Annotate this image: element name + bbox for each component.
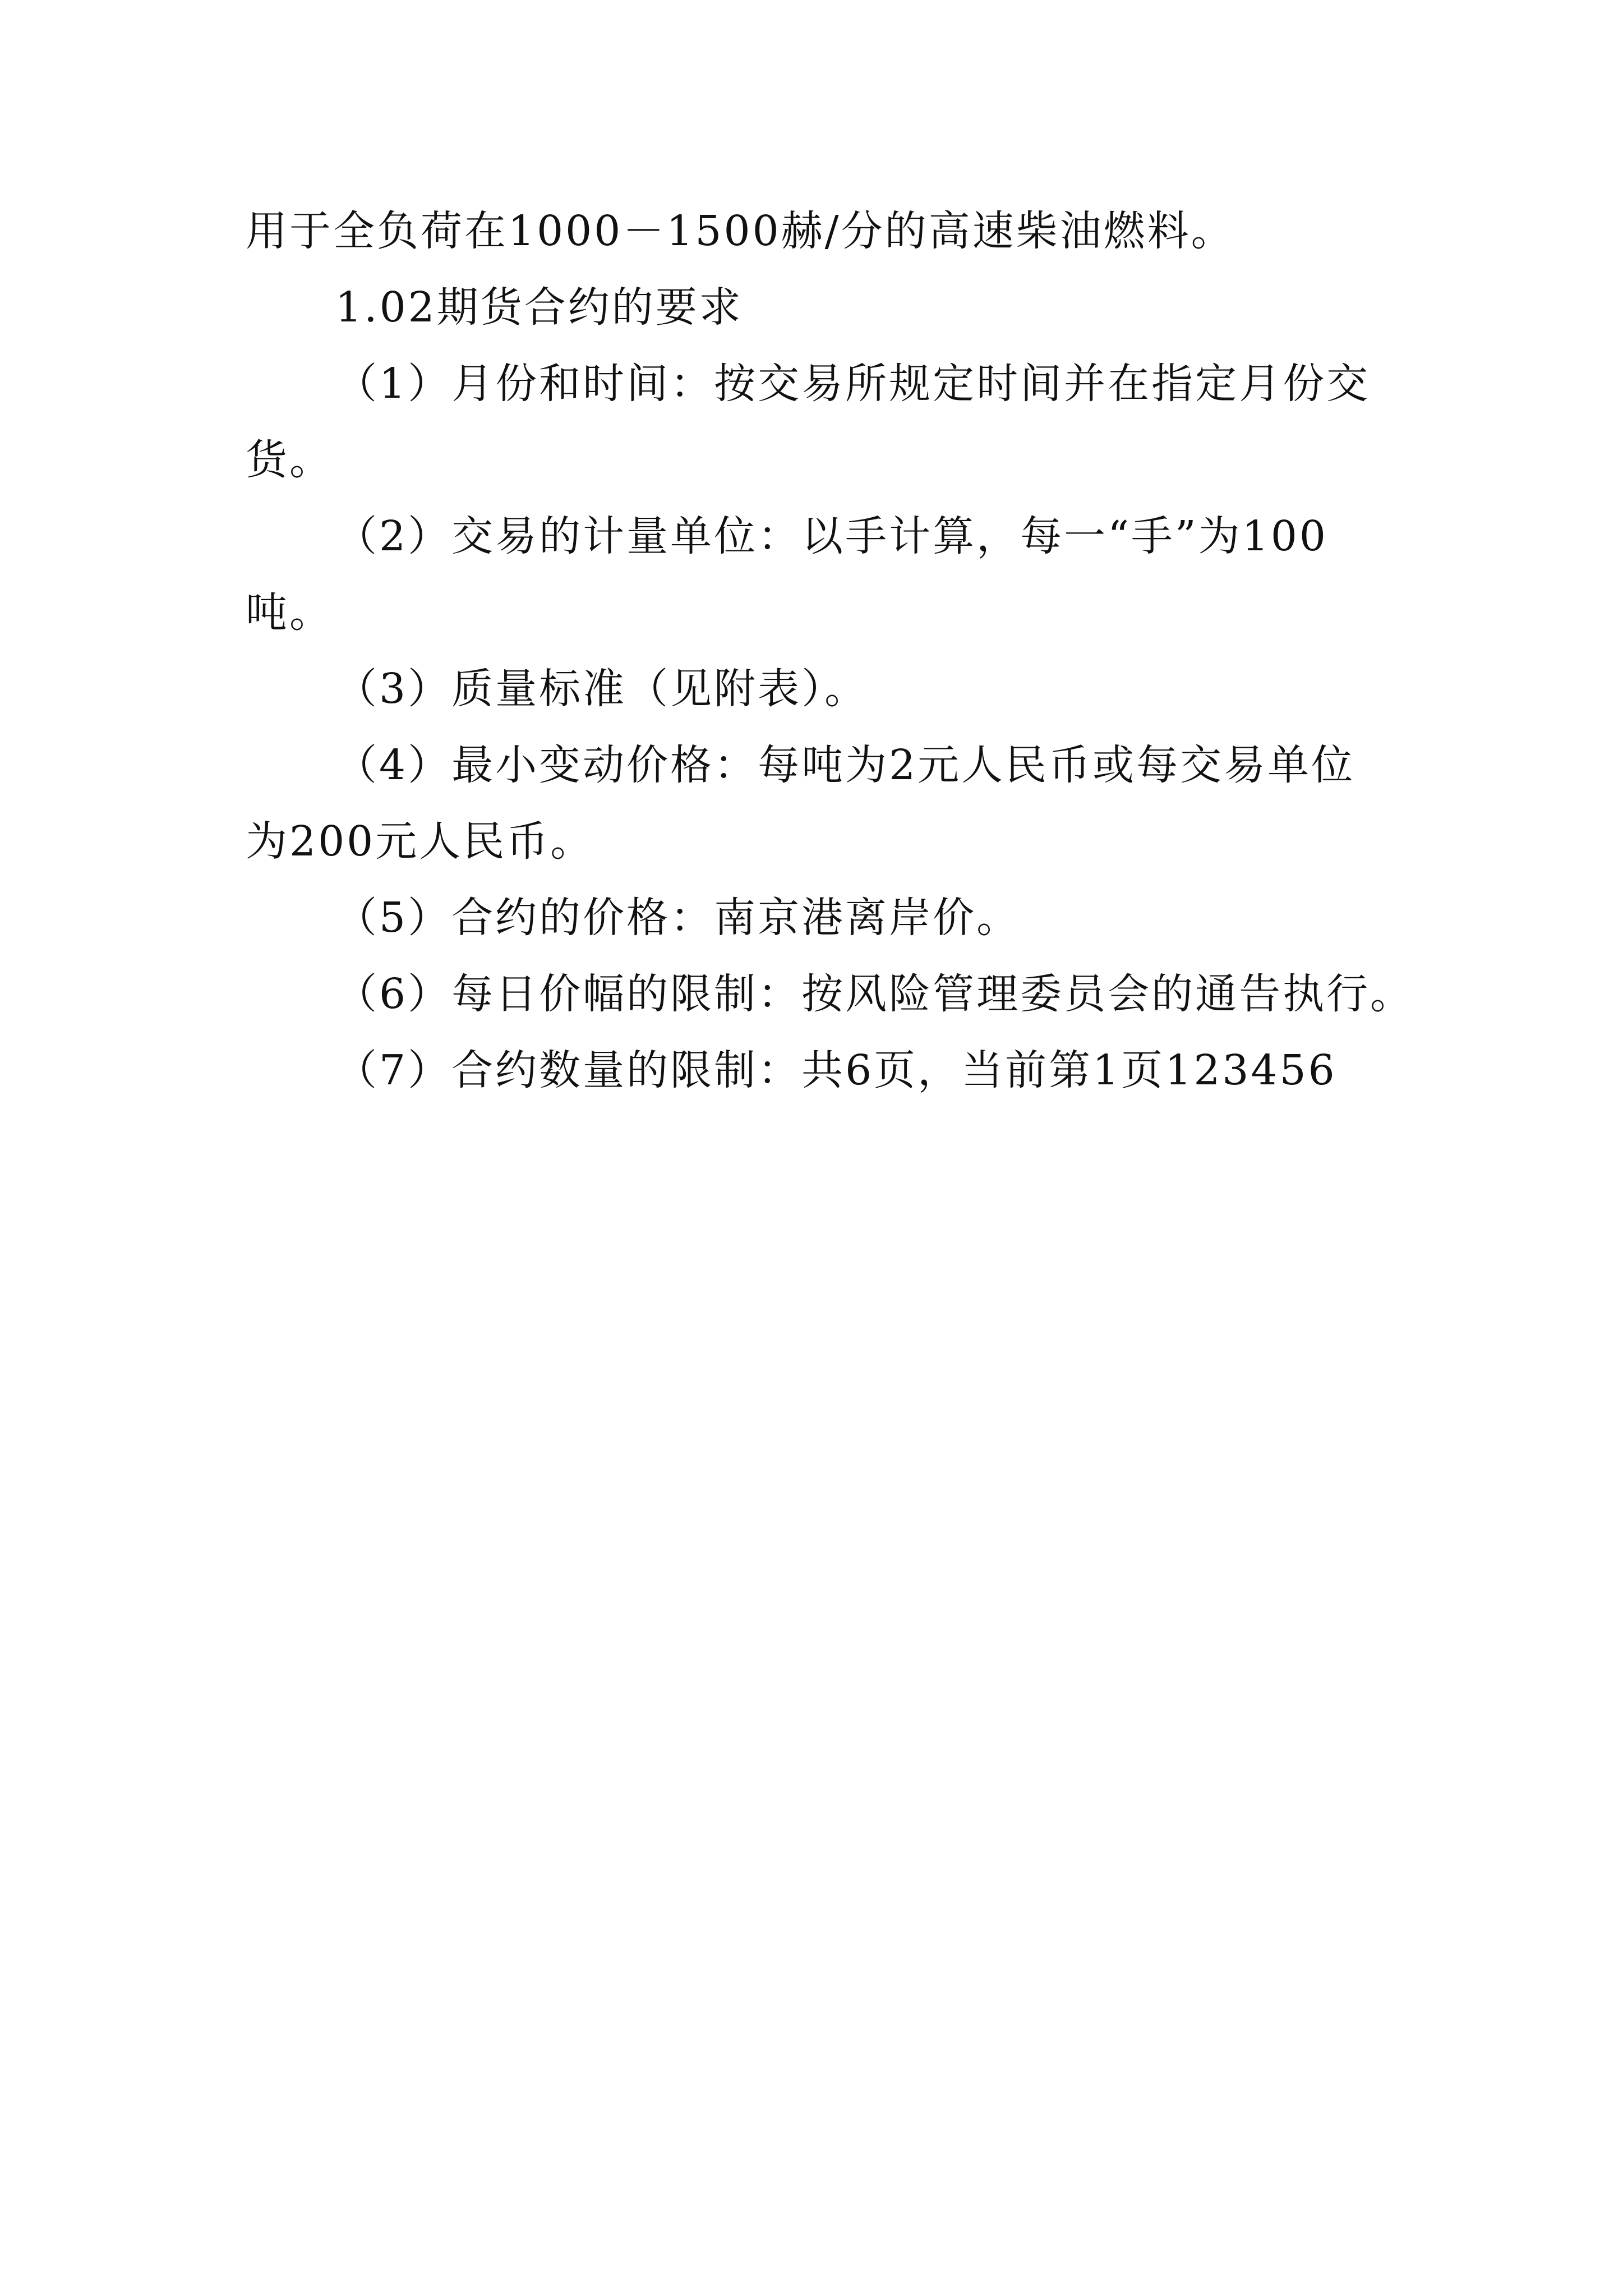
- section-heading-contract-requirements: 1.02期货合约的要求: [335, 283, 743, 332]
- clause-3-quality-standard: （3）质量标准（见附表）。: [335, 665, 869, 713]
- clause-5-contract-price: （5）合约的价格：南京港离岸价。: [335, 894, 1021, 942]
- clause-1-month-and-time: （1）月份和时间：按交易所规定时间并在指定月份交: [335, 360, 1371, 408]
- text-line-diesel-usage: 用于全负荷在1000－1500赫/分的高速柴油燃料。: [246, 207, 1235, 255]
- clause-4-continuation: 为200元人民币。: [246, 817, 594, 866]
- clause-2-continuation: 吨。: [246, 588, 333, 637]
- clause-1-continuation: 货。: [246, 436, 333, 484]
- clause-4-minimum-price-change: （4）最小变动价格：每吨为2元人民币或每交易单位: [335, 741, 1355, 789]
- clause-2-trading-unit: （2）交易的计量单位：以手计算，每一“手”为100: [335, 512, 1328, 560]
- clause-6-daily-price-limit: （6）每日价幅的限制：按风险管理委员会的通告执行。: [335, 970, 1414, 1018]
- clause-7-contract-quantity-limit: （7）合约数量的限制：共6页，当前第1页123456: [335, 1046, 1337, 1094]
